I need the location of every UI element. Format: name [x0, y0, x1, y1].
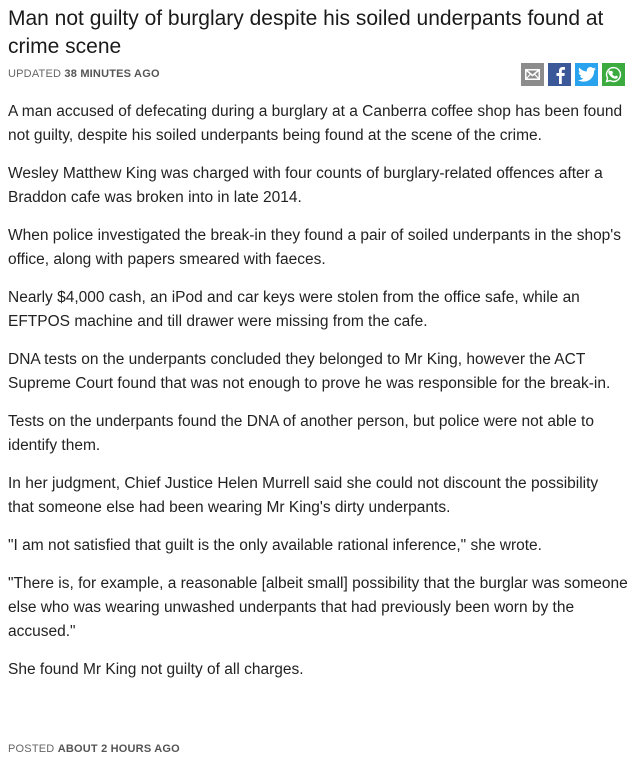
share-twitter-button[interactable] [575, 63, 598, 86]
email-icon [525, 69, 540, 80]
article-paragraph: Wesley Matthew King was charged with four counts of burglary-related offences after a Braddon cafe was broken into in late 2014. [8, 165, 603, 206]
updated-timestamp [8, 68, 160, 80]
whatsapp-icon [605, 66, 622, 83]
article-paragraph: "There is, for example, a reasonable [albeit small] possibility that the burglar was someone else who was wearing unwashed underpants that had previously been worn by the accused." [8, 575, 628, 640]
updated-label: UPDATED [8, 68, 62, 80]
article-paragraph: Tests on the underpants found the DNA of another person, but police were not able to identify them. [8, 413, 594, 454]
updated-time: 38 MINUTES AGO [64, 68, 160, 80]
article [0, 5, 637, 763]
article-paragraph: Nearly $4,000 cash, an iPod and car keys were stolen from the office safe, while an EFTPOS machine and till drawer were missing from the cafe. [8, 289, 580, 330]
share-email-button[interactable] [521, 63, 544, 86]
posted-label: POSTED [8, 743, 55, 755]
posted-timestamp [8, 743, 180, 755]
article-paragraph: A man accused of defecating during a burglary at a Canberra coffee shop has been found not guilty, despite his soiled underpants being found at the scene of the crime. [8, 103, 623, 144]
article-paragraph: DNA tests on the underpants concluded they belonged to Mr King, however the ACT Supreme Court found that was not enough to prove he was responsible for the break-in. [8, 351, 611, 392]
twitter-icon [578, 67, 596, 82]
share-facebook-button[interactable] [548, 63, 571, 86]
article-paragraph: She found Mr King not guilty of all charges. [8, 661, 304, 678]
posted-time: ABOUT 2 HOURS AGO [57, 743, 180, 755]
share-bar [521, 63, 625, 86]
article-meta [8, 62, 629, 90]
share-whatsapp-button[interactable] [602, 63, 625, 86]
article-paragraph: When police investigated the break-in they found a pair of soiled underpants in the shop's office, along with papers smeared with faeces. [8, 227, 622, 268]
article-body [8, 100, 629, 682]
article-headline: Man not guilty of burglary despite his soiled underpants found at crime scene [8, 7, 604, 58]
article-paragraph: "I am not satisfied that guilt is the only available rational inference," she wrote. [8, 537, 542, 554]
article-paragraph: In her judgment, Chief Justice Helen Murrell said she could not discount the possibility that someone else had been wearing Mr King's dirty underpants. [8, 475, 599, 516]
facebook-icon [554, 66, 566, 84]
